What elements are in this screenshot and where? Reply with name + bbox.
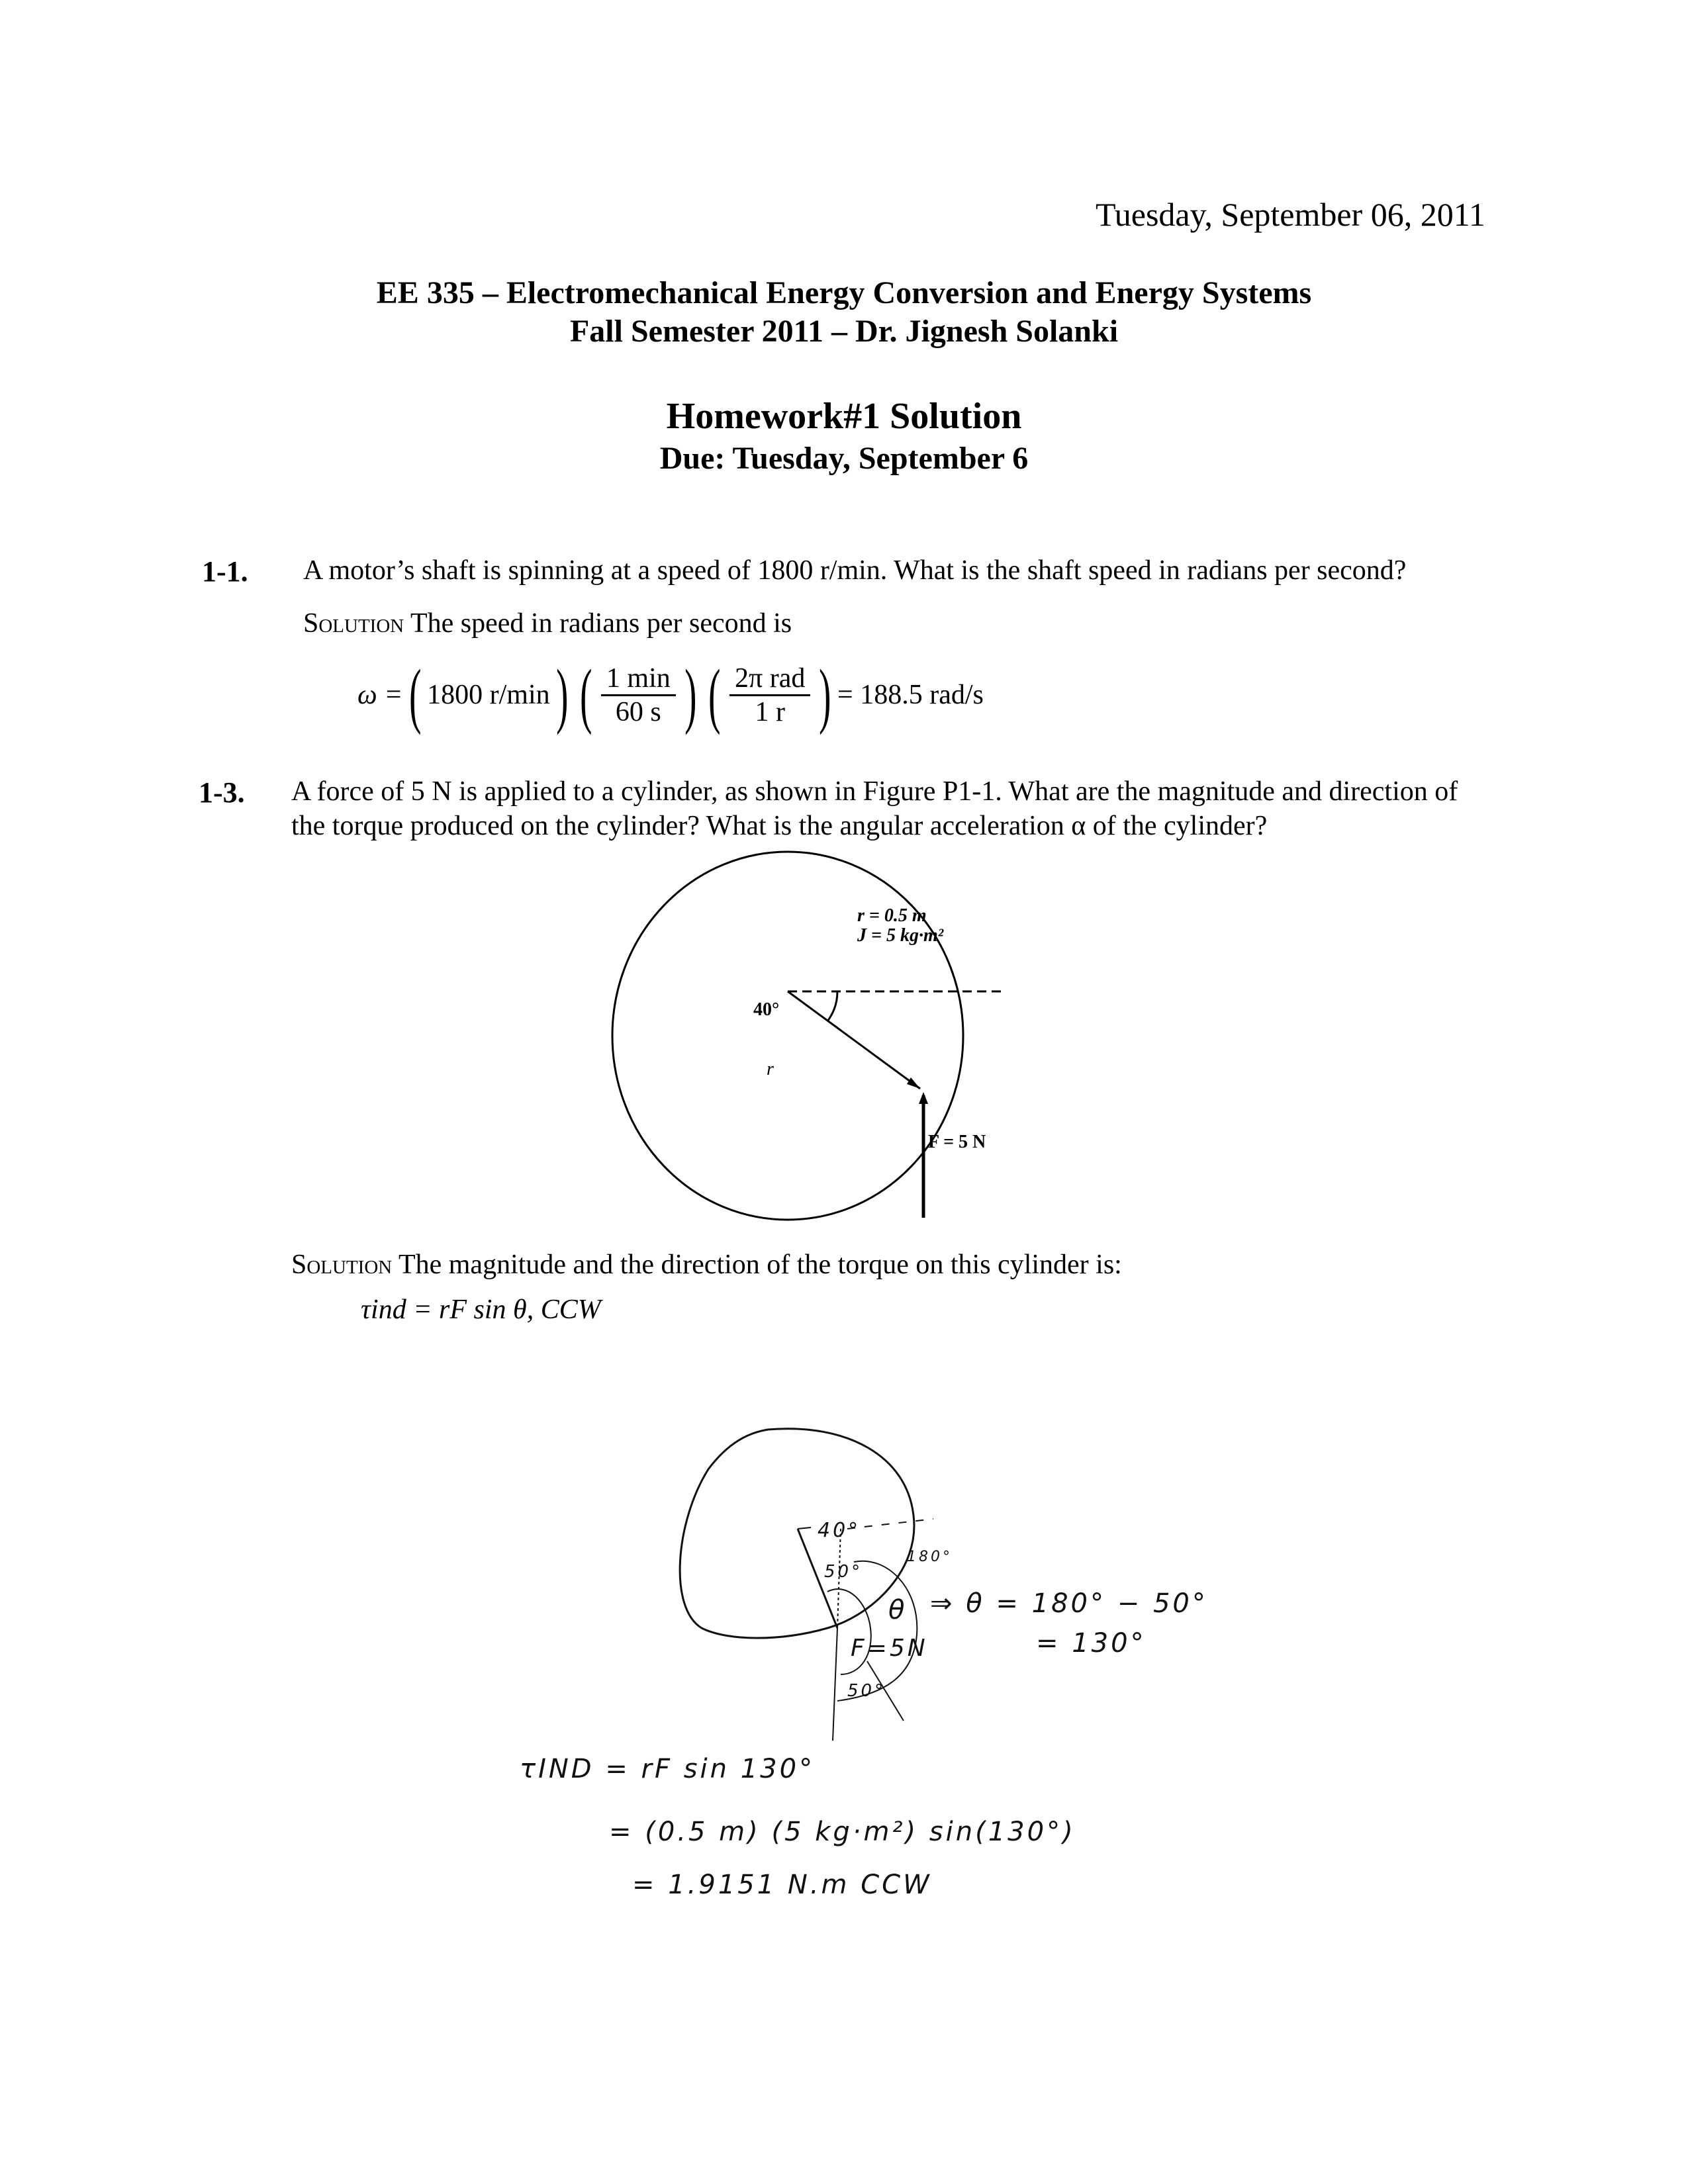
figure-radius-label: r: [767, 1059, 774, 1079]
fraction-2: $\frac{\text{2π rad}}{1 r}$: [729, 662, 810, 728]
document-date: Tuesday, September 06, 2011: [1096, 196, 1485, 233]
solution-label: Solution: [291, 1250, 393, 1280]
figure-j-label: J = 5 kg·m²: [857, 925, 944, 946]
sketch-label-50b: 50°: [847, 1681, 886, 1701]
semester-instructor: Fall Semester 2011 – Dr. Jignesh Solanki: [569, 314, 1119, 349]
problem-1-1-question: A motor’s shaft is spinning at a speed of 1800 r/min. What is the shaft speed in radians per second?: [303, 555, 1407, 586]
sketch-label-theta: θ: [888, 1595, 908, 1625]
sketch-label-40: 40°: [818, 1519, 861, 1542]
problem-1-3-question-line1: A force of 5 N is applied to a cylinder, as shown in Figure P1-1. What are the magnitude and direction of: [291, 776, 1458, 807]
eq-result: = 188.5 rad/s: [837, 680, 984, 710]
page-title: Homework#1 Solution: [666, 396, 1022, 437]
torque-formula: τind = rF sin θ, CCW: [361, 1295, 601, 1325]
due-date: Due: Tuesday, September 6: [659, 441, 1029, 476]
figure-r-label: r = 0.5 m: [857, 905, 927, 926]
solution-text: The speed in radians per second is: [410, 608, 792, 639]
problem-1-3-question-line2: the torque produced on the cylinder? What is the angular acceleration α of the cylinder?: [291, 811, 1268, 841]
figure-force-label: F = 5 N: [928, 1132, 986, 1152]
solution-label: Solution: [303, 608, 404, 639]
problem-number-1-3: 1-3.: [199, 776, 245, 809]
handwritten-theta-equation: ⇒ θ = 180° − 50°: [930, 1588, 1208, 1619]
handwritten-torque-line3: = 1.9151 N.m CCW: [632, 1870, 932, 1900]
angular-speed-equation: ω = ( 1800 r/min ) ( $\frac{1 \min}{60 s}$ ) ( $\frac{\text{2π rad}}{1 r}$ ) = 188.5 rad/s: [357, 655, 984, 735]
handwritten-torque-line2: = (0.5 m) (5 kg·m²) sin(130°): [609, 1817, 1076, 1847]
problem-1-3-solution-intro: [291, 1248, 1122, 1282]
sketch-label-50: 50°: [824, 1562, 863, 1582]
handwritten-torque-line1: τIND = rF sin 130°: [520, 1754, 816, 1784]
sketch-label-force: F=5N: [851, 1635, 928, 1662]
sketch-label-180: 180°: [907, 1549, 953, 1565]
figure-angle-label: 40°: [753, 999, 780, 1020]
problem-1-1-solution-intro: [303, 606, 792, 641]
solution-text: The magnitude and the direction of the torque on this cylinder is:: [398, 1250, 1122, 1280]
handwritten-theta-result: = 130°: [1036, 1628, 1147, 1659]
eq-lhs: ω =: [357, 680, 403, 710]
fraction-1: $\frac{1 \min}{60 s}$: [601, 662, 676, 728]
problem-number-1-1: 1-1.: [202, 555, 248, 588]
figure-p1-1: [596, 834, 1125, 1231]
course-title: EE 335 – Electromechanical Energy Conversion and Energy Systems: [376, 275, 1312, 310]
eq-term1: 1800 r/min: [427, 680, 550, 710]
